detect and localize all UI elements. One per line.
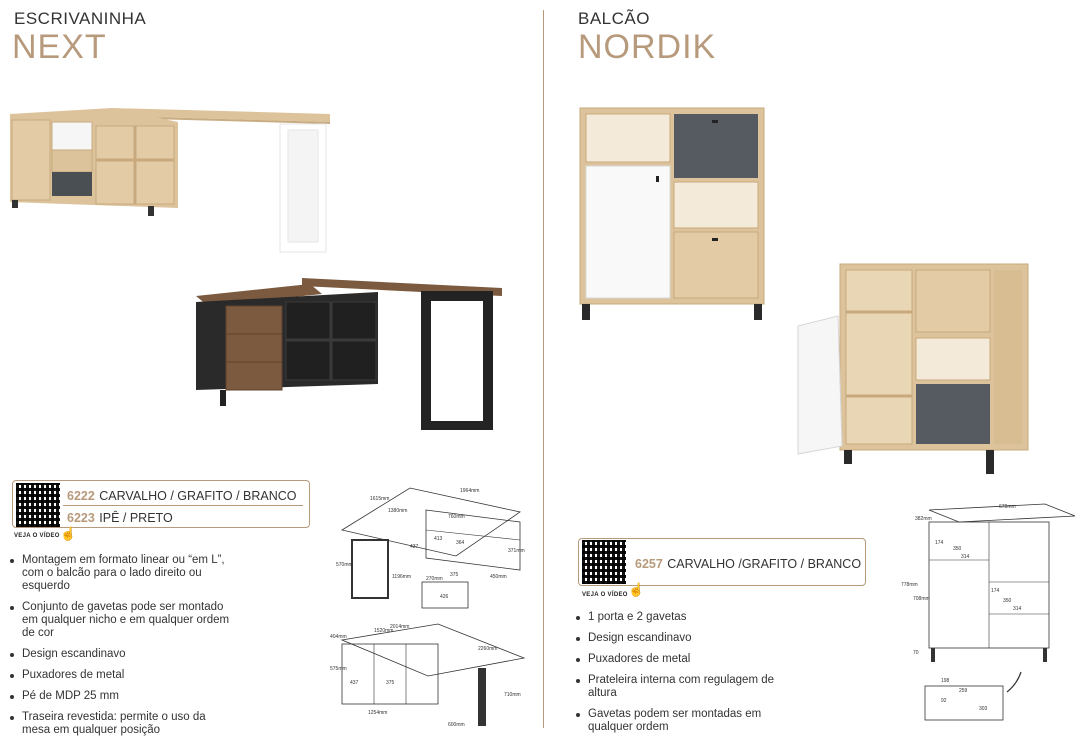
feature-item: Puxadores de metal (10, 669, 235, 682)
product-code: 6222 (67, 489, 95, 503)
feature-item: Conjunto de gavetas pode ser montado em qualquer nicho e em qualquer ordem de cor (10, 601, 235, 640)
dimension-label: 375 (450, 572, 459, 578)
dimension-label: 371mm (508, 548, 525, 554)
dimension-label: 1964mm (460, 488, 480, 494)
dimension-label: 404mm (330, 634, 347, 640)
dimension-label: 575mm (330, 666, 347, 672)
feature-item: Design escandinavo (576, 632, 791, 645)
dimension-label: 570mm (336, 562, 353, 568)
dimension-label: 2260mm (478, 646, 498, 652)
qr-video-label: VEJA O VÍDEO (14, 533, 60, 539)
dimension-label: 314 (961, 554, 970, 560)
dimension-label: 2014mm (390, 624, 410, 630)
product-kicker-right: BALCÃO (578, 9, 650, 28)
product-title-left: NEXT (12, 28, 107, 66)
desk-next-oak-image (8, 100, 338, 260)
product-code: 6223 (67, 511, 95, 525)
code-row-6257 (635, 555, 861, 573)
qr-code-icon[interactable] (16, 483, 60, 527)
feature-item: Puxadores de metal (576, 653, 791, 666)
feature-item: Prateleira interna com regulagem de altura (576, 674, 791, 700)
technical-drawing-linear (328, 610, 533, 735)
dimension-label: 270mm (426, 576, 443, 582)
dimension-label: 1615mm (370, 496, 390, 502)
dimension-label: 314 (1013, 606, 1022, 612)
dimension-label: 350 (1003, 598, 1012, 604)
dimension-label: 1380mm (388, 508, 408, 514)
dimension-label: 70 (913, 650, 919, 656)
dimension-label: 364 (456, 540, 465, 546)
desk-next-walnut-image (190, 270, 510, 430)
pointer-hand-icon: ☝ (628, 582, 645, 597)
dimension-label: 350 (953, 546, 962, 552)
technical-drawing-cabinet (895, 496, 1085, 732)
dimension-label: 174 (935, 540, 944, 546)
dimension-label: 600mm (448, 722, 465, 728)
dimension-label: 303 (979, 706, 988, 712)
feature-list-left (10, 554, 235, 745)
dimension-label: 437 (410, 544, 419, 550)
product-codes-box-left (12, 480, 310, 528)
dimension-label: 382mm (915, 516, 932, 522)
dimension-label: 1196mm (392, 574, 412, 580)
feature-item: 1 porta e 2 gavetas (576, 611, 791, 624)
column-divider (543, 10, 544, 728)
dimension-label: 778mm (901, 582, 918, 588)
dimension-label: 1520mm (374, 628, 394, 634)
qr-code-icon[interactable] (582, 540, 626, 584)
dimension-label: 437 (350, 680, 359, 686)
dimension-label: 760mm (448, 514, 465, 520)
product-color-label: CARVALHO /GRAFITO / BRANCO (667, 557, 862, 571)
product-title-right: NORDIK (578, 28, 717, 66)
feature-item: Pé de MDP 25 mm (10, 690, 235, 703)
dimension-label: 426 (440, 594, 449, 600)
pointer-hand-icon: ☝ (60, 526, 77, 541)
dimension-label: 174 (991, 588, 1000, 594)
feature-item: Montagem em formato linear ou “em L”, com o balcão para o lado direito ou esquerdo (10, 554, 235, 593)
product-code: 6257 (635, 557, 663, 571)
feature-item: Traseira revestida: permite o uso da mesa em qualquer posição (10, 711, 235, 737)
product-color-label: IPÊ / PRETO (99, 511, 173, 525)
product-color-label: CARVALHO / GRAFITO / BRANCO (99, 489, 297, 503)
dimension-label: 1254mm (368, 710, 388, 716)
dimension-label: 198 (941, 678, 950, 684)
feature-list-right (576, 611, 791, 742)
code-row-6222 (67, 487, 297, 505)
qr-video-label: VEJA O VÍDEO (582, 592, 628, 598)
code-row-6223 (67, 509, 173, 527)
dimension-label: 678mm (999, 504, 1016, 510)
dimension-label: 259 (959, 688, 968, 694)
code-separator (63, 505, 303, 506)
feature-item: Design escandinavo (10, 648, 235, 661)
dimension-label: 413 (434, 536, 443, 542)
product-codes-box-right (578, 538, 866, 586)
feature-item: Gavetas podem ser montadas em qualquer ordem (576, 708, 791, 734)
dimension-label: 450mm (490, 574, 507, 580)
dimension-label: 375 (386, 680, 395, 686)
cabinet-nordik-closed-image (578, 104, 768, 322)
cabinet-nordik-open-image (790, 260, 1035, 480)
product-kicker-left: ESCRIVANINHA (14, 9, 147, 28)
dimension-label: 710mm (504, 692, 521, 698)
dimension-label: 92 (941, 698, 947, 704)
dimension-label: 708mm (913, 596, 930, 602)
technical-drawing-l-shape (330, 460, 530, 610)
